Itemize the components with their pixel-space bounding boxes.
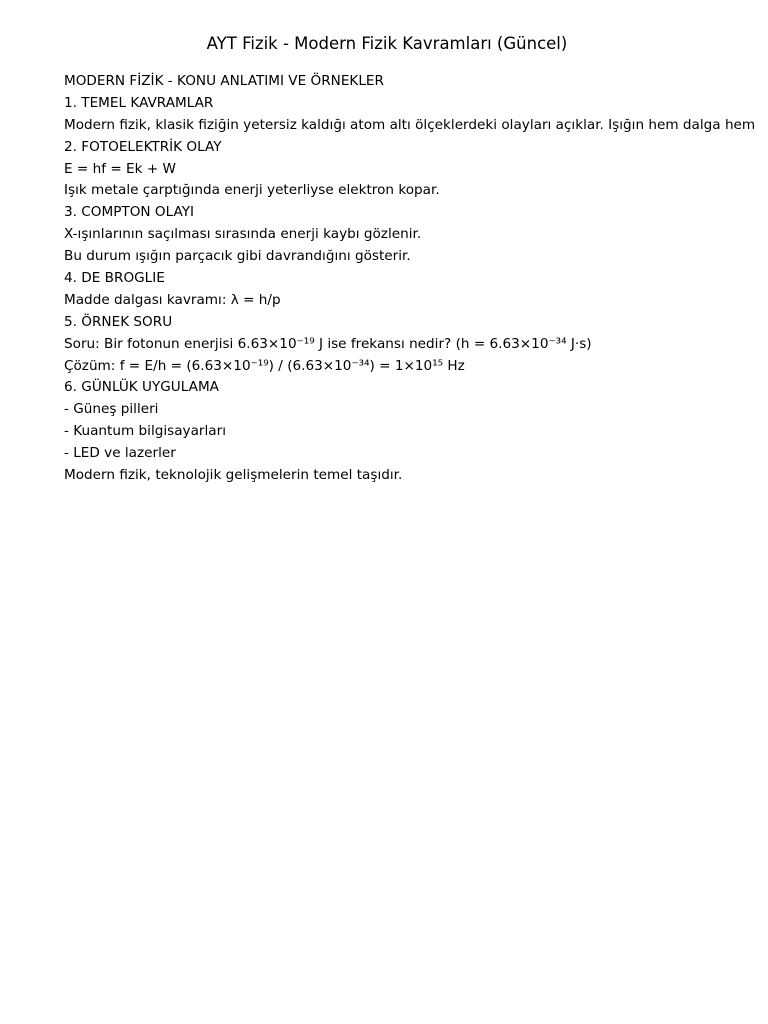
- question-line: Soru: Bir fotonun enerjisi 6.63×10⁻¹⁹ J ise frekansı nedir? (h = 6.63×10⁻³⁴ J·s): [64, 335, 592, 352]
- paragraph-line: Işık metale çarptığında enerji yeterliyse elektron kopar.: [64, 182, 440, 199]
- list-item: - Güneş pilleri: [64, 401, 159, 418]
- section-heading-daily-applications: 6. GÜNLÜK UYGULAMA: [64, 379, 219, 396]
- paragraph-line: Modern fizik, klasik fiziğin yetersiz kaldığı atom altı ölçeklerdeki olayları açıklar. Işığın hem dalga hem: [64, 116, 756, 133]
- paragraph-line: Bu durum ışığın parçacık gibi davrandığını gösterir.: [64, 248, 411, 265]
- list-item: - Kuantum bilgisayarları: [64, 423, 226, 440]
- section-heading-photoelectric: 2. FOTOELEKTRİK OLAY: [64, 138, 222, 155]
- document-title: AYT Fizik - Modern Fizik Kavramları (Güncel): [206, 34, 568, 53]
- list-item: - LED ve lazerler: [64, 445, 176, 462]
- section-heading-example: 5. ÖRNEK SORU: [64, 313, 173, 330]
- document-body: [64, 71, 768, 487]
- section-heading-de-broglie: 4. DE BROGLIE: [64, 270, 165, 287]
- formula-line: E = hf = Ek + W: [64, 160, 176, 177]
- paragraph-line: Modern fizik, teknolojik gelişmelerin temel taşıdır.: [64, 467, 403, 484]
- paragraph-line: X-ışınlarının saçılması sırasında enerji kaybı gözlenir.: [64, 226, 422, 243]
- section-heading-main: MODERN FİZİK - KONU ANLATIMI VE ÖRNEKLER: [64, 73, 384, 89]
- section-heading-basic-concepts: 1. TEMEL KAVRAMLAR: [64, 94, 214, 111]
- formula-line: Madde dalgası kavramı: λ = h/p: [64, 291, 281, 308]
- solution-line: Çözüm: f = E/h = (6.63×10⁻¹⁹) / (6.63×10⁻³⁴) = 1×10¹⁵ Hz: [64, 357, 465, 374]
- section-heading-compton: 3. COMPTON OLAYI: [64, 204, 195, 221]
